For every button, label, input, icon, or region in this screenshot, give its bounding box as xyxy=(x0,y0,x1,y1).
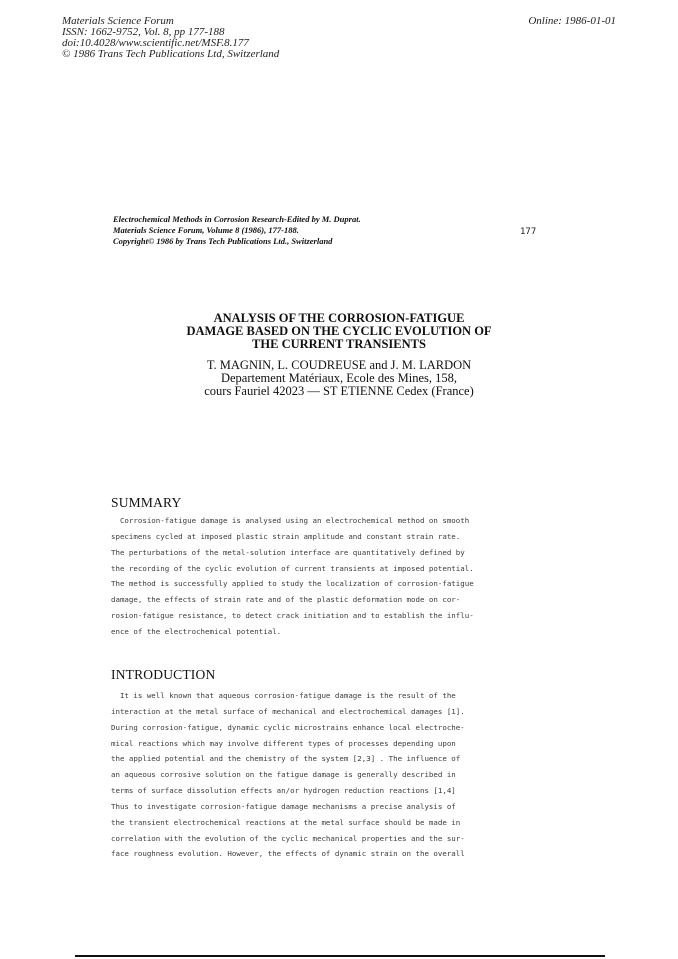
journal-issn: ISSN: 1662-9752, Vol. 8, pp 177-188 xyxy=(62,26,225,38)
author-affiliation: Departement Matériaux, Ecole des Mines, 158, xyxy=(220,371,458,385)
text-line: It is well known that aqueous corrosion-fatigue damage is the result of the xyxy=(111,691,456,700)
introduction-body xyxy=(111,688,551,862)
journal-doi: doi:10.4028/www.scientific.net/MSF.8.177 xyxy=(62,37,249,49)
text-line: rosion-fatigue resistance, to detect crack initiation and to establish the influ- xyxy=(111,611,474,621)
introduction-heading: INTRODUCTION xyxy=(111,667,216,682)
citation-line: Materials Science Forum, Volume 8 (1986), 177-188. xyxy=(113,225,299,235)
paper-title xyxy=(0,312,678,351)
summary-heading: SUMMARY xyxy=(111,495,182,510)
text-line: The method is successfully applied to study the localization of corrosion-fatigue xyxy=(111,579,474,589)
text-line: Corrosion-fatigue damage is analysed using an electrochemical method on smooth xyxy=(111,516,470,525)
text-line: mical reactions which may involve different types of processes depending upon xyxy=(111,738,456,748)
text-line: correlation with the evolution of the cyclic mechanical properties and the sur- xyxy=(111,833,465,843)
text-line: terms of surface dissolution effects an/or hydrogen reduction reactions [1,4] xyxy=(111,786,456,796)
online-date: Online: 1986-01-01 xyxy=(528,15,616,27)
title-line: ANALYSIS OF THE CORROSION-FATIGUE xyxy=(213,311,465,325)
text-line: damage, the effects of strain rate and of the plastic deformation mode on cor- xyxy=(111,595,461,605)
citation-line: Copyright© 1986 by Trans Tech Publications Ltd., Switzerland xyxy=(113,236,333,246)
text-line: Thus to investigate corrosion-fatigue damage mechanisms a precise analysis of xyxy=(111,801,456,811)
citation-line: Electrochemical Methods in Corrosion Research-Edited by M. Duprat. xyxy=(113,214,361,224)
summary-body xyxy=(111,513,551,640)
journal-name: Materials Science Forum xyxy=(62,15,174,27)
text-line: The perturbations of the metal-solution interface are quantitatively defined by xyxy=(111,547,465,557)
text-line: ence of the electrochemical potential. xyxy=(111,626,282,636)
text-line: the transient electrochemical reactions at the metal surface should be made in xyxy=(111,817,461,827)
author-names: T. MAGNIN, L. COUDREUSE and J. M. LARDON xyxy=(206,358,472,372)
text-line: the recording of the cyclic evolution of current transients at imposed potential. xyxy=(111,563,474,573)
journal-copyright: © 1986 Trans Tech Publications Ltd, Switzerland xyxy=(62,48,280,60)
title-line: DAMAGE BASED ON THE CYCLIC EVOLUTION OF xyxy=(186,324,492,338)
text-line: interaction at the metal surface of mechanical and electrochemical damages [1]. xyxy=(111,706,465,716)
text-line: face roughness evolution. However, the effects of dynamic strain on the overall xyxy=(111,849,465,859)
page-number: 177 xyxy=(520,227,537,237)
author-block xyxy=(0,359,678,398)
text-line: the applied potential and the chemistry of the system [2,3] . The influence of xyxy=(111,754,461,764)
text-line: specimens cycled at imposed plastic strain amplitude and constant strain rate. xyxy=(111,531,461,541)
bottom-rule xyxy=(75,955,605,957)
book-citation xyxy=(113,214,361,247)
text-line: During corrosion-fatigue, dynamic cyclic microstrains enhance local electroche- xyxy=(111,722,465,732)
author-address: cours Fauriel 42023 — ST ETIENNE Cedex (France) xyxy=(204,384,474,398)
text-line: an aqueous corrosive solution on the fatigue damage is generally described in xyxy=(111,770,456,780)
journal-header xyxy=(62,16,279,60)
title-line: THE CURRENT TRANSIENTS xyxy=(252,337,426,351)
